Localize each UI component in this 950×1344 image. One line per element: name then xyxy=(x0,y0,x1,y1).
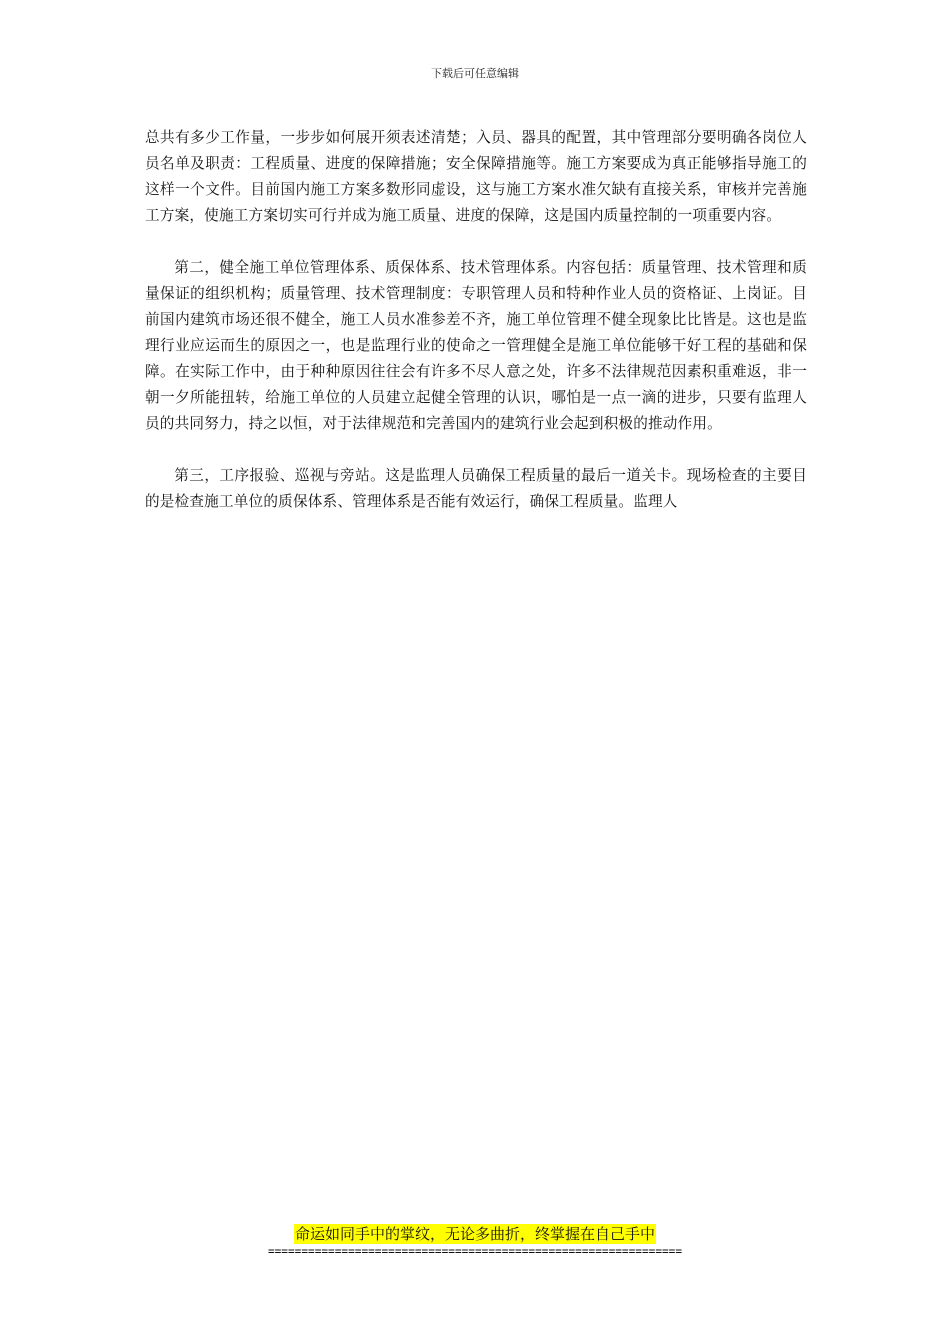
footer-motto: 命运如同手中的掌纹，无论多曲折，终掌握在自己手中 xyxy=(294,1225,655,1243)
paragraph-continuation: 总共有多少工作量，一步步如何展开须表述清楚；入员、器具的配置，其中管理部分要明确各岗位人员名单及职责：工程质量、进度的保障措施；安全保障措施等。施工方案要成为真正能够指导施工的这样一个文件。目前国内施工方案多数形同虚设，这与施工方案水准欠缺有直接关系，审核并完善施工方案，使施工方案切实可行并成为施工质量、进度的保障，这是国内质量控制的一项重要内容。 xyxy=(145,129,807,224)
download-note: 下载后可任意编辑 xyxy=(431,67,519,80)
document-body xyxy=(145,125,807,515)
footer-divider: ============================================================== xyxy=(267,1245,683,1258)
paragraph-second-point: 第二，健全施工单位管理体系、质保体系、技术管理体系。内容包括：质量管理、技术管理和质量保证的组织机构；质量管理、技术管理制度：专职管理人员和特种作业人员的资格证、上岗证。目前国内建筑市场还很不健全，施工人员水准参差不齐，施工单位管理不健全现象比比皆是。这也是监理行业应运而生的原因之一，也是监理行业的使命之一管理健全是施工单位能够干好工程的基础和保障。在实际工作中，由于种种原因往往会有许多不尽人意之处，许多不法律规范因素积重难返，非一朝一夕所能扭转，给施工单位的人员建立起健全管理的认识，哪怕是一点一滴的进步，只要有监理人员的共同努力，持之以恒，对于法律规范和完善国内的建筑行业会起到积极的推动作用。 xyxy=(145,259,807,432)
paragraph-third-point: 第三，工序报验、巡视与旁站。这是监理人员确保工程质量的最后一道关卡。现场检查的主要目的是检查施工单位的质保体系、管理体系是否能有效运行，确保工程质量。监理人 xyxy=(145,467,807,510)
page-footer xyxy=(0,1224,950,1258)
